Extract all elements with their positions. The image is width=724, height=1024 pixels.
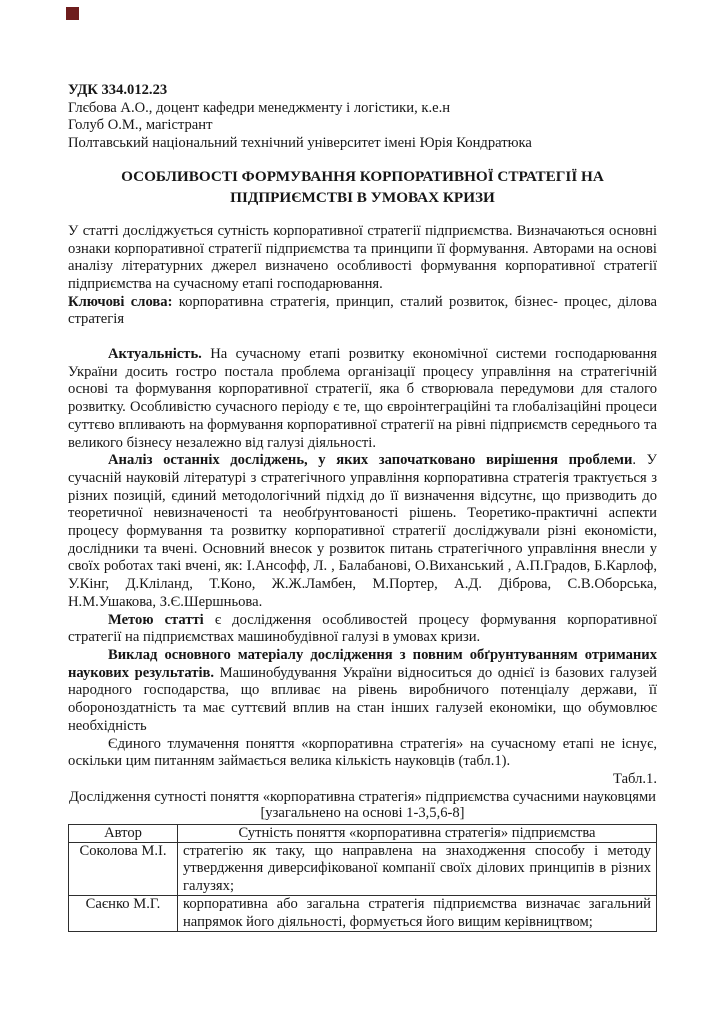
paragraph-goal xyxy=(68,612,657,647)
paragraph-lead: Актуальність. xyxy=(108,346,202,363)
paragraph-text: є дослідження особливостей процесу формування корпоративної стратегії на підприємствах машинобудівної галузі в умовах кризи. xyxy=(68,611,657,646)
table-header-definition: Сутність поняття «корпоративна стратегія» підприємства xyxy=(178,824,657,842)
keywords-label: Ключові слова: xyxy=(68,293,173,310)
author-line-2: Голуб О.М., магістрант xyxy=(68,117,213,134)
abstract-text: У статті досліджується сутність корпоративної стратегії підприємства. Визначаються основні ознаки корпоративної стратегії підприємства та принципи її формування. Авторами на основі аналізу літературних джерел визначено особливості формування корпоративної стратегії підприємства на сучасному етапі господарювання. xyxy=(68,222,657,292)
paragraph-text: Машинобудування України відноситься до однієї із базових галузей народного господарства, що впливає на рівень виробничого потенціалу держави, її обороноздатність та має суттєвий вплив на стан інших галузей економіки, що обумовлює необхідність xyxy=(68,664,657,734)
top-margin xyxy=(68,0,657,82)
paragraph-text: Єдиного тлумачення поняття «корпоративна стратегія» на сучасному етапі не існує, оскільки цим питанням займається велика кількість науковців (табл.1). xyxy=(68,735,657,770)
table-cell-author: Саєнко М.Г. xyxy=(69,896,178,932)
table-cell-definition: корпоративна або загальна стратегія підприємства визначає загальний напрямок його діяльності, формується його вищим керівництвом; xyxy=(178,896,657,932)
paragraph-text: На сучасному етапі розвитку економічної системи господарювання України досить гостро постала проблема організації процесу управління на стратегічній основі та формування корпоративної стратегії, яка б створювала передумови для сталого розвитку. Особливістю сучасного періоду є те, що євроінтеграційні та глобалізаційні процеси суттєво впливають на формування корпоративної стратегії на рівні підприємств середнього та великого бізнесу незалежно від галузі діяльності. xyxy=(68,346,657,451)
paragraph-main-material xyxy=(68,647,657,736)
paragraph-lead: Метою статті xyxy=(108,611,204,628)
affiliation-line: Полтавський національний технічний університет імені Юрія Кондратюка xyxy=(68,135,532,152)
paragraph-text: . У сучасній науковій літературі з стратегічного управління корпоративна стратегія трактується з різних позицій, єдиний методологічний підхід до її визначення відсутнє, що призводить до теоретичної невизначеності та необґрунтованості рішень. Теоретико-практичні аспекти процесу формування та розвитку корпоративної стратегії досліджували різні економісти, дослідники та вчені. Основний внесок у розвиток питань стратегічного управління внесли у своїх роботах такі вчені, як: І.Ансофф, Л. , Балабанові, О.Виханський , А.П.Градов, Б.Карлоф, У.Кінг, Д.Кліланд, Т.Коно, Ж.Ж.Ламбен, М.Портер, А.Д. Діброва, С.В.Оборська, Н.М.Ушакова, З.Є.Шершньова. xyxy=(68,452,657,610)
paragraph-analysis xyxy=(68,452,657,611)
table-label: Табл.1. xyxy=(613,770,657,787)
keywords-line xyxy=(68,294,657,329)
paragraph-interpretation xyxy=(68,736,657,771)
definitions-table xyxy=(68,824,657,932)
paragraph-relevance xyxy=(68,346,657,452)
keywords-text: корпоративна стратегія, принцип, сталий розвиток, бізнес- процес, ділова стратегія xyxy=(68,293,657,328)
udk-code: УДК 334.012.23 xyxy=(68,82,168,98)
article-title: ОСОБЛИВОСТІ ФОРМУВАННЯ КОРПОРАТИВНОЇ СТРАТЕГІЇ НА ПІДПРИЄМСТВІ В УМОВАХ КРИЗИ xyxy=(121,167,604,207)
table-header-row xyxy=(69,824,657,842)
page-content xyxy=(68,0,657,932)
table-row-saienko xyxy=(69,896,657,932)
table-cell-author: Соколова М.І. xyxy=(69,843,178,896)
table-row-sokolova xyxy=(69,843,657,896)
paragraph-lead: Аналіз останніх досліджень, у яких започатковано вирішення проблеми xyxy=(108,452,633,469)
paragraph-lead: Виклад основного матеріалу дослідження з повним обґрунтуванням отриманих наукових результатів. xyxy=(68,646,657,681)
table-header-author: Автор xyxy=(69,824,178,842)
author-line-1: Глєбова А.О., доцент кафедри менеджменту і логістики, к.е.н xyxy=(68,99,451,116)
table-caption: Дослідження сутності поняття «корпоративна стратегія» підприємства сучасними науковцями [узагальнено на основі 1-3,5,6-8] xyxy=(68,788,656,822)
table-cell-definition: стратегію як таку, що направлена на знаходження способу і методу утвердження диверсифікованої компанії своїх ділових принципів в різних галузях; xyxy=(178,843,657,896)
